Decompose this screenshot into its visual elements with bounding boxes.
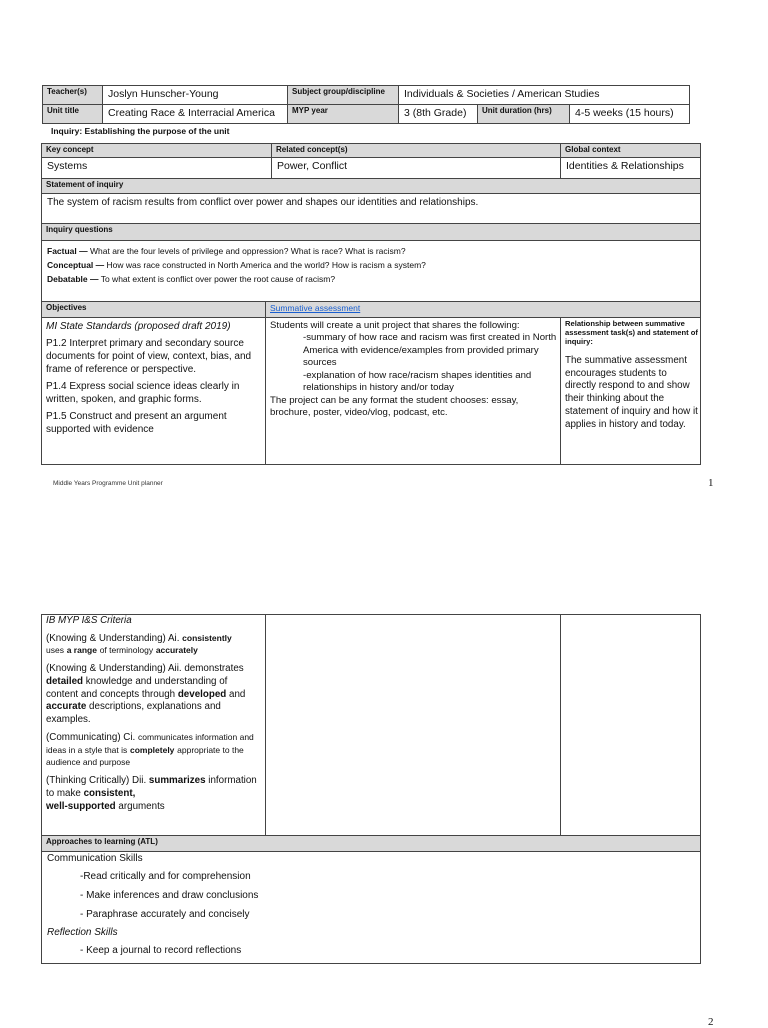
relationship-label: Relationship between summative assessment task(s) and statement of inquiry: (565, 319, 698, 347)
criterion-aii: (Knowing & Understanding) Aii. demonstrates detailed knowledge and understanding of content and concepts through developed and accurate descriptions, explanations and examples. (46, 663, 246, 726)
criterion-ci: (Communicating) Ci. communicates information and ideas in a style that is completely appropriate to the audience and purpose (46, 731, 254, 768)
relationship-text: The summative assessment encourages students to directly respond to and show their thinking about the statement of inquiry and how it applies in history and today. (565, 355, 698, 430)
statement-label: Statement of inquiry (42, 179, 700, 193)
global-context-value: Identities & Relationships (566, 160, 684, 172)
inquiry-heading: Inquiry: Establishing the purpose of the unit (51, 126, 230, 136)
related-concept-value: Power, Conflict (277, 160, 348, 172)
related-concept-label: Related concept(s) (272, 144, 560, 157)
key-concept-label: Key concept (42, 144, 271, 157)
summative-outro: The project can be any format the student chooses: essay, brochure, poster, video/vlog, podcast, etc. (270, 394, 519, 419)
conceptual-question (47, 260, 426, 270)
skill-read-critically: -Read critically and for comprehension (80, 871, 251, 882)
conceptual-label: Conceptual — (47, 260, 105, 270)
myp-year-value: 3 (8th Grade) (404, 107, 467, 119)
factual-text: What are the four levels of privilege and oppression? What is race? What is racism? (90, 246, 406, 256)
atl-label: Approaches to learning (ATL) (42, 836, 700, 851)
summative-assessment-link[interactable]: Summative assessment (270, 303, 361, 313)
objectives-list (46, 320, 260, 436)
duration-value: 4-5 weeks (15 hours) (575, 107, 674, 119)
skill-paraphrase: - Paraphrase accurately and concisely (80, 909, 250, 920)
debatable-text: To what extent is conflict over power the root cause of racism? (100, 274, 336, 284)
teacher-label: Teacher(s) (43, 86, 102, 104)
page-footer: Middle Years Programme Unit planner (53, 480, 163, 487)
debatable-question (47, 274, 335, 284)
reflection-skills: Reflection Skills (47, 927, 118, 938)
criteria-title: IB MYP I&S Criteria (46, 615, 132, 626)
objective-standards: MI State Standards (proposed draft 2019) (46, 321, 231, 332)
questions-label: Inquiry questions (42, 224, 700, 240)
statement-value: The system of racism results from conflict over power and shapes our identities and relationships. (47, 197, 479, 208)
myp-year-label: MYP year (288, 105, 398, 123)
page-number-1: 1 (708, 477, 714, 489)
page-number-2: 2 (708, 1016, 714, 1028)
objective-p12: P1.2 Interpret primary and secondary source documents for point of view, context, bias, and frame of reference or perspective. (46, 338, 252, 375)
atl-skills (47, 852, 647, 962)
objective-p14: P1.4 Express social science ideas clearly in written, spoken, and graphic forms. (46, 381, 240, 405)
conceptual-text: How was race constructed in North America and the world? How is racism a system? (106, 260, 426, 270)
skill-journal: - Keep a journal to record reflections (80, 945, 242, 956)
teacher-value: Joslyn Hunscher-Young (108, 88, 219, 100)
criterion-dii: (Thinking Critically) Dii. summarizes information to make consistent, well-supported arguments (46, 775, 257, 812)
communication-skills: Communication Skills (47, 853, 143, 864)
summative-item-2: -explanation of how race/racism shapes identities and relationships in history and/or today (303, 369, 532, 394)
unit-title-label: Unit title (43, 105, 102, 123)
global-context-label: Global context (561, 144, 700, 157)
subject-label: Subject group/discipline (288, 86, 398, 104)
debatable-label: Debatable — (47, 274, 99, 284)
duration-label: Unit duration (hrs) (478, 105, 569, 123)
objectives-label: Objectives (42, 302, 265, 317)
factual-question (47, 246, 406, 256)
summative-description (270, 320, 558, 420)
factual-label: Factual — (47, 246, 88, 256)
skill-inferences: - Make inferences and draw conclusions (80, 890, 259, 901)
key-concept-value: Systems (47, 160, 88, 172)
criterion-ai: (Knowing & Understanding) Ai. consistently uses a range of terminology accurately (46, 632, 232, 656)
objective-p15: P1.5 Construct and present an argument supported with evidence (46, 411, 227, 435)
unit-title-value: Creating Race & Interracial America (108, 107, 275, 119)
summative-item-1: -summary of how race and racism was first created in North America with evidence/examples from provided primary sources (303, 332, 557, 369)
subject-value: Individuals & Societies / American Studies (404, 88, 600, 100)
criteria-list (46, 615, 262, 813)
summative-intro: Students will create a unit project that shares the following: (270, 320, 520, 331)
